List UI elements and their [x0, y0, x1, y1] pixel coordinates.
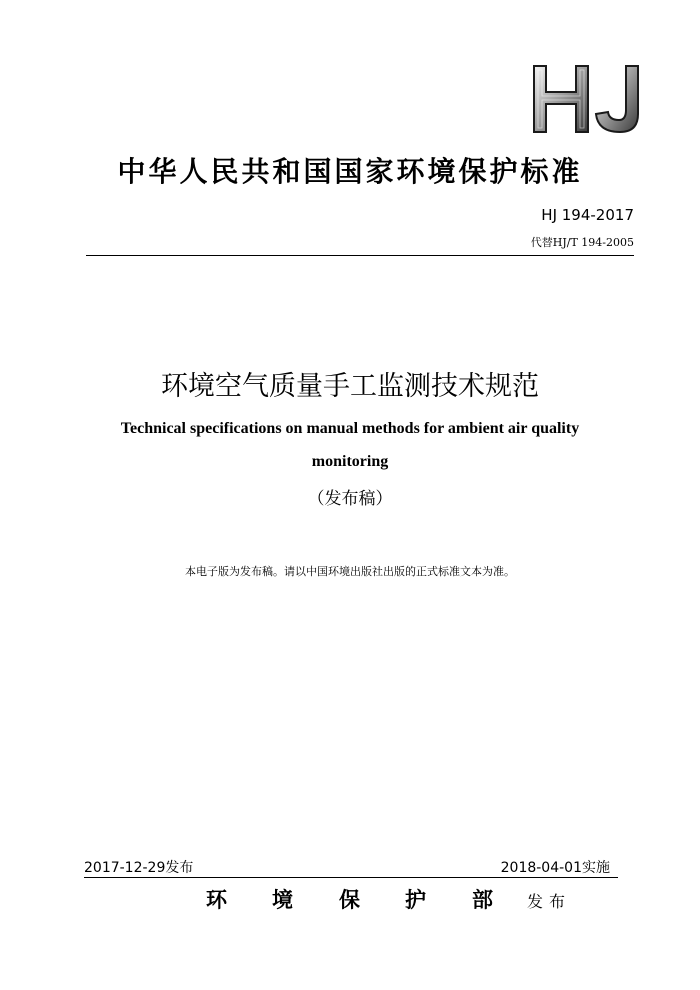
issuer-char: 护 [405, 887, 426, 912]
issuer-line [0, 884, 700, 916]
issuer-char: 保 [339, 887, 360, 912]
issuer-char: 境 [272, 887, 293, 912]
issue-date: 2017-12-29发布 [84, 860, 194, 876]
replaced-standard-code: 代替HJ/T 194-2005 [530, 236, 634, 249]
draft-status-label: （发布稿） [307, 489, 393, 509]
national-standard-title: 中华人民共和国国家环境保护标准 [117, 155, 583, 188]
document-title-english-line1: Technical specifications on manual methods for ambient air quality [120, 420, 580, 437]
edition-notice: 本电子版为发布稿。请以中国环境出版社出版的正式标准文本为准。 [185, 565, 515, 578]
issuer-suffix: 发布 [527, 892, 572, 911]
document-title-english-line2: monitoring [311, 453, 389, 470]
issuer-char: 部 [472, 887, 493, 912]
header-divider [86, 255, 634, 256]
standard-code: HJ 194-2017 [541, 206, 634, 224]
document-title-chinese: 环境空气质量手工监测技术规范 [161, 371, 539, 402]
footer-divider [84, 877, 618, 878]
effective-date: 2018-04-01实施 [500, 860, 610, 876]
hj-standard-logo-icon [528, 60, 654, 136]
issuer-char: 环 [206, 887, 227, 912]
